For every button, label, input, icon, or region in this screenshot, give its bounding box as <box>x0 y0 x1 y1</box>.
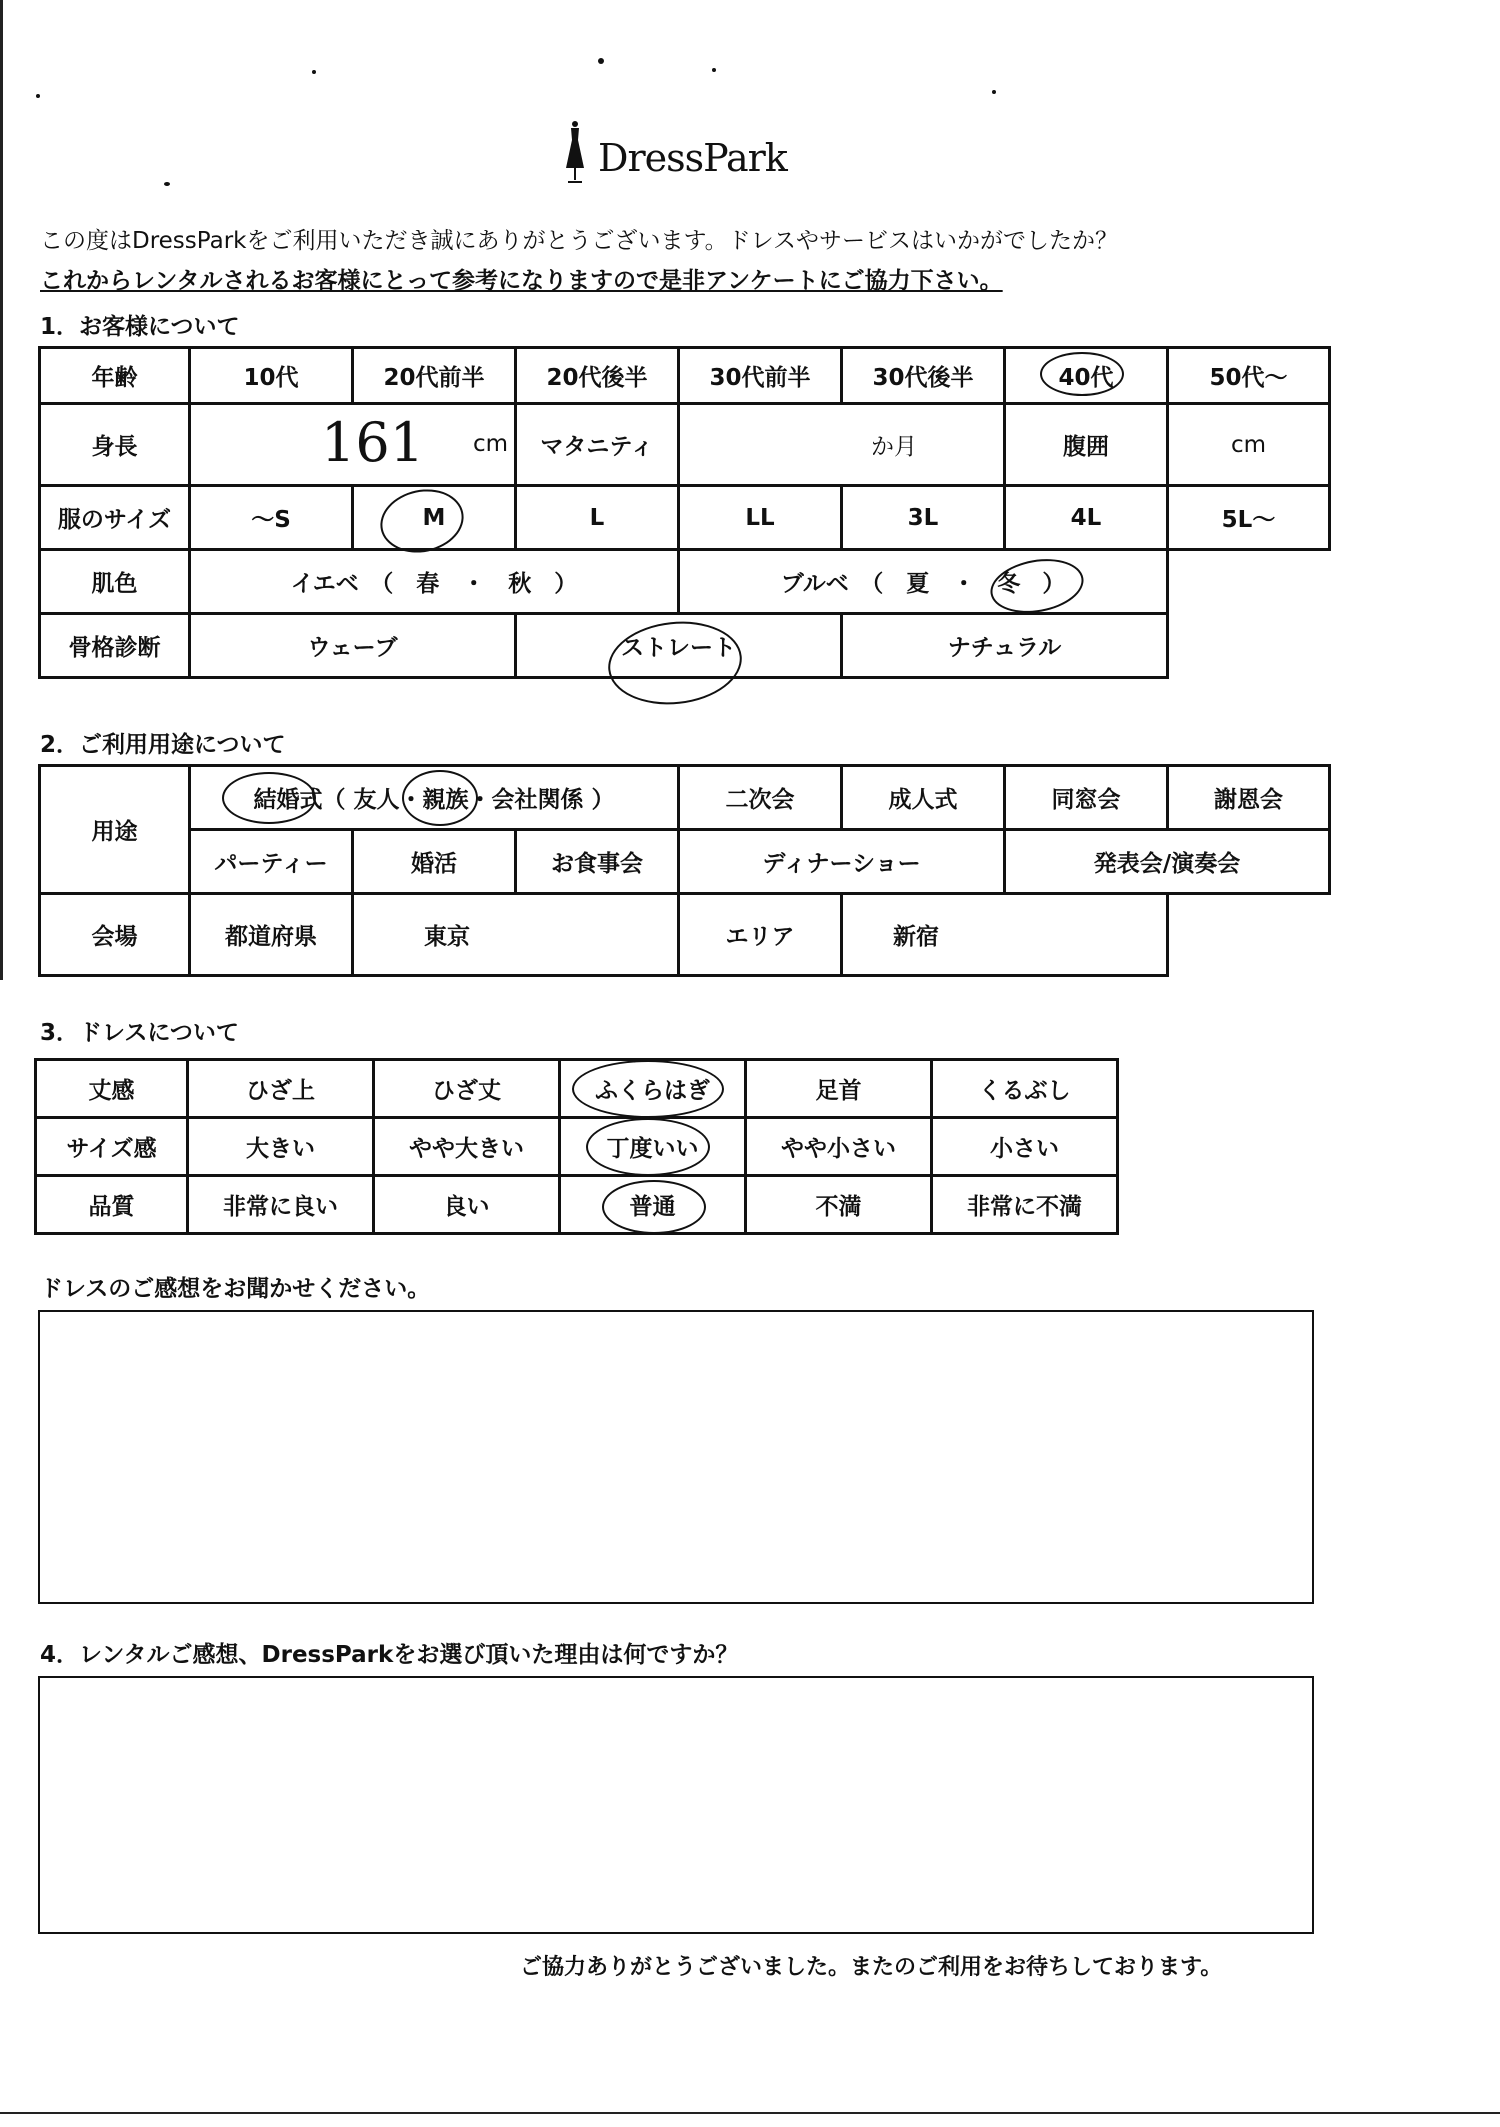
size-option[interactable]: 5L～ <box>1168 486 1330 550</box>
age-option-selected[interactable]: 40代 <box>1005 348 1168 404</box>
size-option[interactable]: L <box>516 486 679 550</box>
length-option[interactable]: ひざ上 <box>188 1060 374 1118</box>
dress-mannequin-icon <box>560 118 590 188</box>
purpose-wedding[interactable] <box>190 766 679 830</box>
purpose-option[interactable]: パーティー <box>190 830 353 894</box>
dress-comment-prompt: ドレスのご感想をお聞かせください。 <box>40 1276 431 1302</box>
skin-blue-base-suffix: ） <box>1042 571 1066 597</box>
fit-option[interactable]: 大きい <box>188 1118 374 1176</box>
venue-label: 会場 <box>40 894 190 976</box>
size-option[interactable]: 3L <box>842 486 1005 550</box>
size-option[interactable]: 4L <box>1005 486 1168 550</box>
intro-line-2: これからレンタルされるお客様にとって参考になりますので是非アンケートにご協力下さい。 <box>40 268 1003 294</box>
fit-label: サイズ感 <box>36 1118 188 1176</box>
purpose-option[interactable]: 発表会/演奏会 <box>1005 830 1330 894</box>
purpose-option[interactable]: ディナーショー <box>679 830 1005 894</box>
dress-comment-box[interactable] <box>38 1310 1314 1604</box>
fit-option[interactable]: やや大きい <box>374 1118 560 1176</box>
skin-label: 肌色 <box>40 550 190 614</box>
purpose-option[interactable]: 謝恩会 <box>1168 766 1330 830</box>
purpose-wedding-rest: ・会社関係 ） <box>468 787 615 813</box>
quality-option-selected[interactable]: 普通 <box>560 1176 746 1234</box>
age-option[interactable]: 10代 <box>190 348 353 404</box>
length-option[interactable]: 足首 <box>746 1060 932 1118</box>
waist-label: 腹囲 <box>1005 404 1168 486</box>
size-option[interactable]: ～S <box>190 486 353 550</box>
quality-option[interactable]: 非常に良い <box>188 1176 374 1234</box>
section-4-title: 4．レンタルご感想、DressParkをお選び頂いた理由は何ですか？ <box>40 1642 739 1668</box>
height-unit: cm <box>472 431 508 457</box>
maternity-label: マタニティ <box>516 404 679 486</box>
age-label: 年齢 <box>40 348 190 404</box>
dress-table <box>34 1058 1119 1235</box>
size-label: 服のサイズ <box>40 486 190 550</box>
length-option[interactable]: ひざ丈 <box>374 1060 560 1118</box>
skeleton-label: 骨格診断 <box>40 614 190 678</box>
footer-thanks: ご協力ありがとうございました。またのご利用をお待ちしております。 <box>520 1955 1223 1980</box>
purpose-option[interactable]: 二次会 <box>679 766 842 830</box>
purpose-option[interactable]: 同窓会 <box>1005 766 1168 830</box>
age-option[interactable]: 50代～ <box>1168 348 1330 404</box>
skin-blue-winter[interactable]: 冬 <box>997 571 1021 597</box>
age-option[interactable]: 30代後半 <box>842 348 1005 404</box>
purpose-label: 用途 <box>40 766 190 894</box>
length-label: 丈感 <box>36 1060 188 1118</box>
scan-speck <box>36 94 40 98</box>
prefecture-label: 都道府県 <box>190 894 353 976</box>
age-option[interactable]: 20代前半 <box>353 348 516 404</box>
scan-speck <box>164 182 170 186</box>
logo <box>560 118 800 188</box>
intro-line-1: この度はDressParkをご利用いただき誠にありがとうございます。ドレスやサービスはいかがでしたか？ <box>40 228 1118 254</box>
size-option-selected[interactable]: M <box>353 486 516 550</box>
scan-speck <box>712 68 716 72</box>
quality-option[interactable]: 非常に不満 <box>932 1176 1118 1234</box>
purpose-option[interactable]: 婚活 <box>353 830 516 894</box>
age-option[interactable]: 30代前半 <box>679 348 842 404</box>
length-option[interactable]: くるぶし <box>932 1060 1118 1118</box>
purpose-table <box>38 764 1331 977</box>
quality-option[interactable]: 良い <box>374 1176 560 1234</box>
purpose-wedding-open: （ 友人・ <box>322 787 423 813</box>
customer-table <box>38 346 1331 679</box>
purpose-option[interactable]: お食事会 <box>516 830 679 894</box>
length-option-selected[interactable]: ふくらはぎ <box>560 1060 746 1118</box>
section-3-title: 3．ドレスについて <box>40 1020 239 1046</box>
skin-yellow-base[interactable]: イエベ （ 春 ・ 秋 ） <box>190 550 679 614</box>
prefecture-value[interactable]: 東京 <box>353 894 679 976</box>
maternity-months[interactable]: か月 <box>679 404 1005 486</box>
size-option[interactable]: LL <box>679 486 842 550</box>
purpose-wedding-family[interactable]: 親族 <box>422 787 469 813</box>
logo-text: DressPark <box>598 136 787 180</box>
scan-bottom-edge <box>0 2112 1500 2114</box>
quality-label: 品質 <box>36 1176 188 1234</box>
area-label: エリア <box>679 894 842 976</box>
section-1-title: 1．お客様について <box>40 314 240 340</box>
skin-blue-base[interactable] <box>679 550 1168 614</box>
skeleton-option-selected[interactable]: ストレート <box>516 614 842 678</box>
waist-unit[interactable]: cm <box>1168 404 1330 486</box>
scan-speck <box>992 90 996 94</box>
fit-option[interactable]: 小さい <box>932 1118 1118 1176</box>
skeleton-option[interactable]: ナチュラル <box>842 614 1168 678</box>
skin-blue-base-prefix: ブルベ （ 夏 ・ <box>780 571 976 597</box>
section-2-title: 2．ご利用用途について <box>40 732 286 758</box>
purpose-wedding-label[interactable]: 結婚式 <box>253 787 323 813</box>
age-option[interactable]: 20代後半 <box>516 348 679 404</box>
quality-option[interactable]: 不満 <box>746 1176 932 1234</box>
height-value[interactable]: 161 <box>321 411 425 474</box>
scan-speck <box>312 70 316 74</box>
skeleton-option[interactable]: ウェーブ <box>190 614 516 678</box>
fit-option[interactable]: やや小さい <box>746 1118 932 1176</box>
purpose-option[interactable]: 成人式 <box>842 766 1005 830</box>
area-value[interactable]: 新宿 <box>842 894 1168 976</box>
height-label: 身長 <box>40 404 190 486</box>
fit-option-selected[interactable]: 丁度いい <box>560 1118 746 1176</box>
scan-left-edge <box>0 0 3 980</box>
scan-speck <box>598 58 604 64</box>
rental-comment-box[interactable] <box>38 1676 1314 1934</box>
